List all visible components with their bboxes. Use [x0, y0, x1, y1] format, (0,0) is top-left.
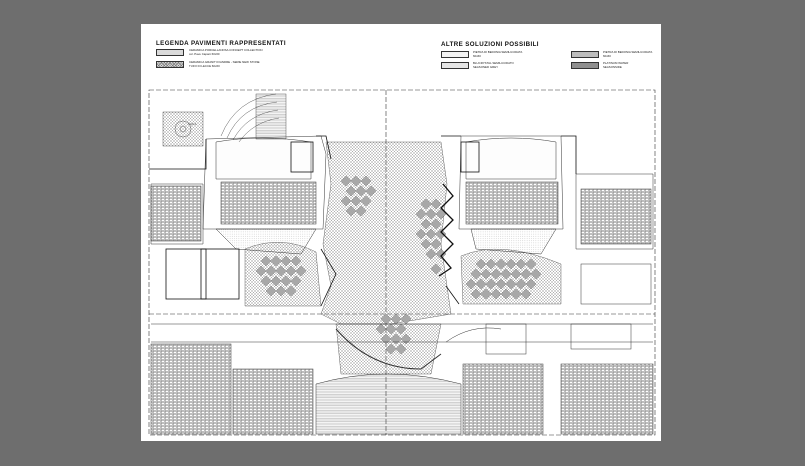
alt-item-4-line1: PLATINUM WATER [603, 61, 629, 65]
alt-item-2-line1: PIETRA DI BEDONIA SEMILUCIDATA [603, 50, 653, 54]
legend-item-1-line1: CERAMICA PORCELLANOSA CONCEPT COLLECTION [189, 48, 263, 52]
alt-item-1-line2: 60x60 [473, 53, 481, 58]
alt-item-1-line1: PIETRA DI BEDONIA SEMILUCIDATA [473, 50, 523, 54]
legend-item-1-line2: col. Pave Capani 60x60 [189, 51, 220, 56]
alt-item-3-line1: BLUCRYSTAL SEMILUCIDATO [473, 61, 514, 65]
drawing-sheet [141, 24, 661, 441]
legend-item-2-line1: CERAMICA GRANITI FIANDRE - SERIE NEW STONE [189, 60, 260, 64]
legend-item-2-line2: TUFO DI LECCE 60x60 [189, 63, 220, 68]
alt-item-3-line2: SEASONED GREY [473, 64, 499, 69]
spiral-stair [163, 94, 286, 146]
floor-plan [141, 24, 661, 441]
auditorium-top-left [151, 136, 326, 254]
legend-title: LEGENDA PAVIMENTI RAPPRESENTATI [156, 40, 286, 47]
alt-item-2-line2: 60x60 [603, 53, 611, 58]
alt-item-4-line2: SEASONSIDE [603, 64, 622, 69]
alternatives-title: ALTRE SOLUZIONI POSSIBILI [441, 41, 539, 48]
